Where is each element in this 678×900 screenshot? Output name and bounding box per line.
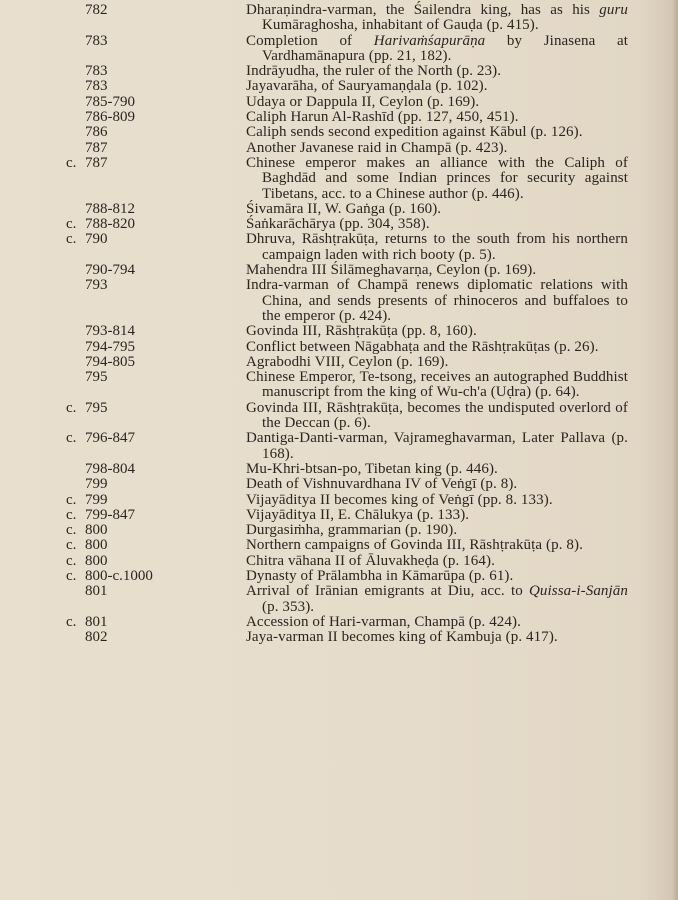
chronology-entry [0, 340, 678, 355]
entry-year: 802 [85, 629, 108, 646]
entry-year: 801 [85, 613, 108, 630]
entry-description: Accession of Hari-varman, Champā (p. 424). [246, 613, 521, 630]
chronology-entry [0, 232, 678, 263]
entry-year: 795 [85, 399, 108, 416]
chronology-entry [0, 630, 678, 645]
italic-term: guru [599, 2, 628, 18]
entry-year: 794-805 [85, 353, 135, 370]
entry-year: 800 [85, 552, 108, 569]
chronology-entry [0, 202, 678, 217]
entry-circa: c. [66, 231, 77, 248]
entry-year: 783 [85, 63, 108, 80]
entry-year: 798-804 [85, 460, 135, 477]
entry-circa: c. [66, 430, 77, 447]
entry-year: 800 [85, 522, 108, 539]
entry-year: 793-814 [85, 323, 135, 340]
entry-circa: c. [66, 613, 77, 630]
entry-description: Govinda III, Rāshṭrakūṭa (pp. 8, 160). [246, 323, 477, 340]
entry-year: 790 [85, 231, 108, 248]
chronology-entry [0, 95, 678, 110]
entry-circa: c. [66, 399, 77, 416]
entry-description: Dantiga-Danti-varman, Vajrameghavarman, Later Pallava (p. 168). [246, 430, 628, 462]
entry-description: Another Javanese raid in Champā (p. 423). [246, 139, 508, 156]
chronology-entry [0, 401, 678, 432]
entry-description: Death of Vishnuvardhana IV of Veṅgī (p. 8). [246, 476, 518, 493]
entry-description: Mahendra III Śilāmeghavarṇa, Ceylon (p. 169). [246, 262, 537, 279]
chronology-list [0, 3, 678, 645]
chronology-entry [0, 431, 678, 462]
entry-year: 800 [85, 537, 108, 554]
entry-year: 790-794 [85, 262, 135, 279]
entry-year: 787 [85, 154, 108, 171]
chronology-entry [0, 110, 678, 125]
entry-description: Arrival of Irānian emigrants at Diu, acc. to Quissa-i-Sanjān (p. 353). [246, 583, 628, 615]
entry-circa: c. [66, 552, 77, 569]
chronology-entry [0, 125, 678, 140]
chronology-entry [0, 141, 678, 156]
entry-year: 788-820 [85, 216, 135, 233]
entry-year: 796-847 [85, 430, 135, 447]
entry-description: Govinda III, Rāshṭrakūṭa, becomes the undisputed overlord of the Deccan (p. 6). [246, 399, 628, 432]
entry-description: Conflict between Nāgabhaṭa and the Rāshṭrakūṭas (p. 26). [246, 338, 599, 355]
chronology-entry [0, 477, 678, 492]
entry-year: 799 [85, 476, 108, 493]
entry-circa: c. [66, 491, 77, 508]
chronology-entry [0, 3, 678, 34]
entry-year: 799-847 [85, 506, 135, 523]
entry-year: 788-812 [85, 200, 135, 217]
entry-circa: c. [66, 522, 77, 539]
entry-circa: c. [66, 567, 77, 584]
chronology-entry [0, 538, 678, 553]
chronology-entry [0, 554, 678, 569]
entry-year: 785-790 [85, 93, 135, 110]
entry-description: Jayavarāha, of Sauryamaṇḍala (p. 102). [246, 78, 488, 95]
entry-description: Dharaṇindra-varman, the Śailendra king, has as his guru Kumāraghosha, inhabitant of Gauḍa (p. 415). [246, 2, 628, 34]
entry-year: 783 [85, 78, 108, 95]
chronology-entry [0, 324, 678, 339]
chronology-entry [0, 34, 678, 65]
chronology-entry [0, 523, 678, 538]
entry-description: Vijayāditya II, E. Chālukya (p. 133). [246, 506, 470, 523]
italic-term: Quissa-i-Sanjān [529, 583, 628, 600]
chronology-entry [0, 508, 678, 523]
entry-year: 795 [85, 369, 108, 386]
chronology-entry [0, 493, 678, 508]
entry-year: 782 [85, 2, 108, 18]
entry-description: Chinese Emperor, Te-tsong, receives an autographed Buddhist manuscript from the king of Wu-ch'a (Uḍra) (p. 64). [246, 369, 628, 401]
entry-description: Indrāyudha, the ruler of the North (p. 23). [246, 63, 502, 80]
entry-year: 801 [85, 583, 108, 600]
entry-year: 787 [85, 139, 108, 156]
entry-description: Udaya or Dappula II, Ceylon (p. 169). [246, 93, 480, 110]
entry-description: Śivamāra II, W. Gaṅga (p. 160). [246, 200, 442, 217]
chronology-entry [0, 615, 678, 630]
entry-description: Northern campaigns of Govinda III, Rāshṭrakūṭa (p. 8). [246, 537, 583, 554]
entry-year: 794-795 [85, 338, 135, 355]
entry-description: Śaṅkarāchārya (pp. 304, 358). [246, 216, 430, 233]
entry-description: Indra-varman of Champā renews diplomatic relations with China, and sends presents of rhinoceros and buffaloes to the emperor (p. 424). [246, 277, 628, 324]
chronology-entry [0, 355, 678, 370]
entry-description: Completion of Harivaṁśapurāṇa by Jinasena at Vardhamānapura (pp. 21, 182). [246, 32, 629, 64]
italic-term: Harivaṁśapurāṇa [373, 32, 486, 49]
chronology-entry [0, 79, 678, 94]
entry-description: Caliph Harun Al-Rashīd (pp. 127, 450, 451). [246, 109, 519, 126]
entry-description: Chitra vāhana II of Āluvakheḍa (p. 164). [246, 552, 495, 569]
entry-description: Jaya-varman II becomes king of Kambuja (p. 417). [246, 629, 558, 646]
entry-circa: c. [66, 537, 77, 554]
entry-description: Dynasty of Prālambha in Kāmarūpa (p. 61). [246, 567, 514, 584]
entry-year: 786 [85, 124, 108, 141]
entry-description: Caliph sends second expedition against Kābul (p. 126). [246, 124, 583, 141]
chronology-entry [0, 217, 678, 232]
entry-description: Agrabodhi VIII, Ceylon (p. 169). [246, 353, 449, 370]
chronology-entry [0, 584, 678, 615]
entry-description: Chinese emperor makes an alliance with the Caliph of Baghdād and some Indian princes for security against Tibetans, acc. to a Chinese author (p. 446). [246, 154, 628, 202]
entry-year: 783 [85, 32, 108, 49]
entry-description: Mu-Khri-btsan-po, Tibetan king (p. 446). [246, 460, 498, 477]
entry-year: 786-809 [85, 109, 135, 126]
entry-description: Durgasiṁha, grammarian (p. 190). [246, 522, 458, 539]
entry-circa: c. [66, 154, 77, 171]
chronology-entry [0, 156, 678, 202]
chronology-entry [0, 278, 678, 324]
entry-circa: c. [66, 506, 77, 523]
entry-description: Dhruva, Rāshṭrakūṭa, returns to the south from his northern campaign laden with rich booty (p. 5). [246, 231, 628, 263]
entry-year: 800-c.1000 [85, 567, 153, 584]
chronology-entry [0, 569, 678, 584]
entry-year: 799 [85, 491, 108, 508]
chronology-entry [0, 64, 678, 79]
chronology-entry [0, 370, 678, 401]
entry-year: 793 [85, 277, 108, 294]
entry-circa: c. [66, 216, 77, 233]
entry-description: Vijayāditya II becomes king of Veṅgī (pp. 8. 133). [246, 491, 553, 508]
chronology-entry [0, 263, 678, 278]
chronology-entry [0, 462, 678, 477]
